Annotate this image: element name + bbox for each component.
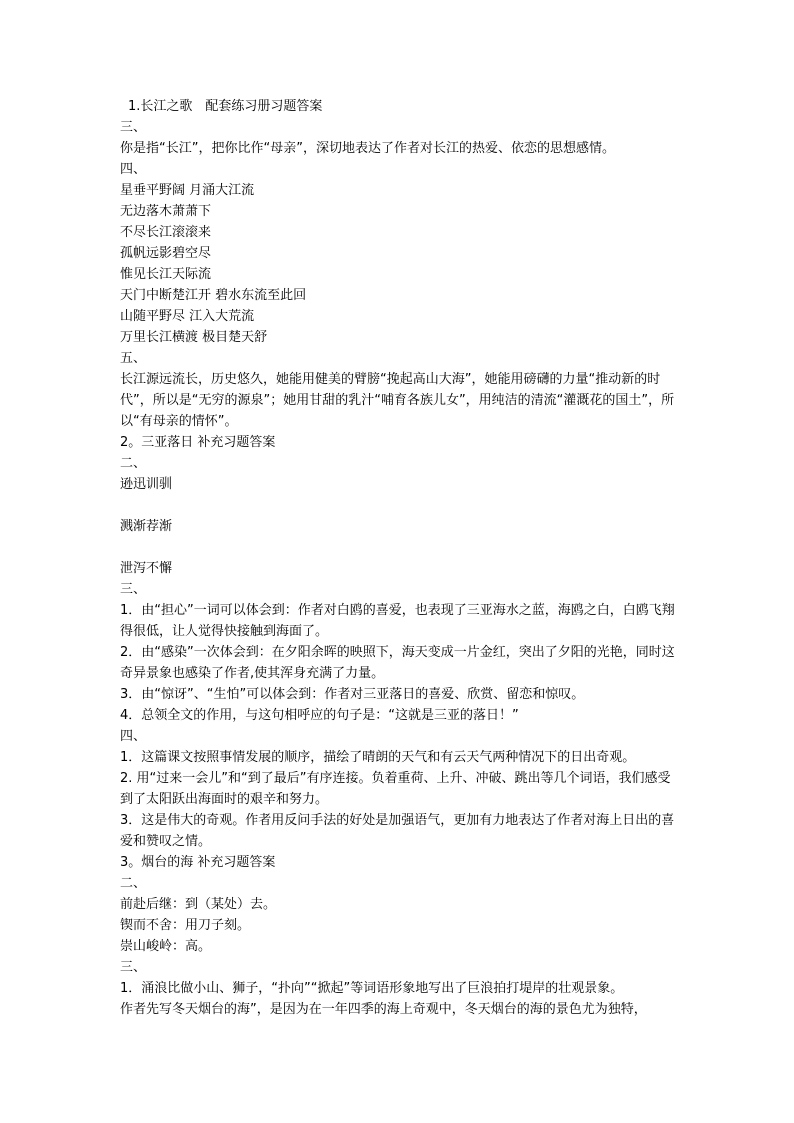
section-title: 3。烟台的海 补充习题答案 [120, 855, 276, 870]
heading-4: 四、 [120, 162, 147, 177]
blank-line [120, 495, 680, 516]
answer-paragraph: 1．由“担心”一词可以体会到：作者对白鸥的喜爱，也表现了三亚海水之蓝，海鸥之白，白鸥飞翔得很低，让人觉得快接触到海面了。 [120, 603, 675, 639]
answer-text: 你是指“长江”，把你比作“母亲”，深切地表达了作者对长江的热爱、依恋的思想感情。 [120, 141, 615, 156]
poem-line: 不尽长江滚滚来 [120, 225, 212, 240]
word-group: 溅渐荐渐 [120, 519, 173, 534]
heading-5: 五、 [120, 351, 147, 366]
answer-text: 1．涌浪比做小山、狮子，“扑向”“掀起”等词语形象地写出了巨浪拍打堤岸的壮观景象。 [120, 981, 624, 996]
heading-2: 二、 [120, 876, 147, 891]
answer-paragraph: 2．由“感染”一次体会到：在夕阳余晖的映照下，海天变成一片金红，突出了夕阳的光艳，同时这奇异景象也感染了作者,使其浑身充满了力量。 [120, 645, 675, 681]
answer-paragraph: 2. 用“过来一会儿”和“到了最后”有序连接。负着重荷、上升、冲破、跳出等几个词语，我们感受到了太阳跃出海面时的艰辛和努力。 [120, 771, 671, 807]
section-title: 2。三亚落日 补充习题答案 [120, 435, 276, 450]
word-group: 泄泻不懈 [120, 561, 173, 576]
poem-line: 惟见长江天际流 [120, 267, 212, 282]
answer-text: 4．总领全文的作用，与这句相呼应的句子是：“这就是三亚的落日！” [120, 708, 519, 723]
heading-3: 三、 [120, 120, 147, 135]
answer-text: 作者先写冬天烟台的海”，是因为在一年四季的海上奇观中，冬天烟台的海的景色尤为独特， [120, 1002, 647, 1017]
heading-3: 三、 [120, 582, 147, 597]
word-group: 逊迅训驯 [120, 477, 173, 492]
heading-4: 四、 [120, 729, 147, 744]
word-definition: 崇山峻岭：高。 [120, 939, 212, 954]
answer-text: 3．由“惊讶”、“生怕”可以体会到：作者对三亚落日的喜爱、欣赏、留恋和惊叹。 [120, 687, 585, 702]
section-title: 1.长江之歌 配套练习册习题答案 [128, 99, 323, 114]
poem-line: 孤帆远影碧空尽 [120, 246, 212, 261]
poem-line: 星垂平野阔 月涌大江流 [120, 183, 255, 198]
word-definition: 锲而不舍：用刀子刻。 [120, 918, 251, 933]
answer-text: 1．这篇课文按照事情发展的顺序，描绘了晴朗的天气和有云天气两种情况下的日出奇观。 [120, 750, 636, 765]
poem-line: 天门中断楚江开 碧水东流至此回 [120, 288, 307, 303]
heading-2: 二、 [120, 456, 147, 471]
word-definition: 前赴后继：到（某处）去。 [120, 897, 277, 912]
heading-3: 三、 [120, 960, 147, 975]
answer-paragraph: 3．这是伟大的奇观。作者用反问手法的好处是加强语气，更加有力地表达了作者对海上日出的喜爱和赞叹之情。 [120, 813, 675, 849]
poem-line: 万里长江横渡 极目楚天舒 [120, 330, 268, 345]
poem-line: 山随平野尽 江入大荒流 [120, 309, 255, 324]
answer-paragraph: 长江源远流长，历史悠久，她能用健美的臂膀“挽起高山大海”，她能用磅礴的力量“推动新的时代”，所以是“无穷的源泉”；她用甘甜的乳汁“哺育各族儿女”，用纯洁的清流“灌溉花的国土”，所以“有母亲的情怀”。 [120, 372, 675, 429]
blank-line [120, 537, 680, 558]
document-page [120, 96, 680, 1020]
poem-line: 无边落木萧萧下 [120, 204, 212, 219]
